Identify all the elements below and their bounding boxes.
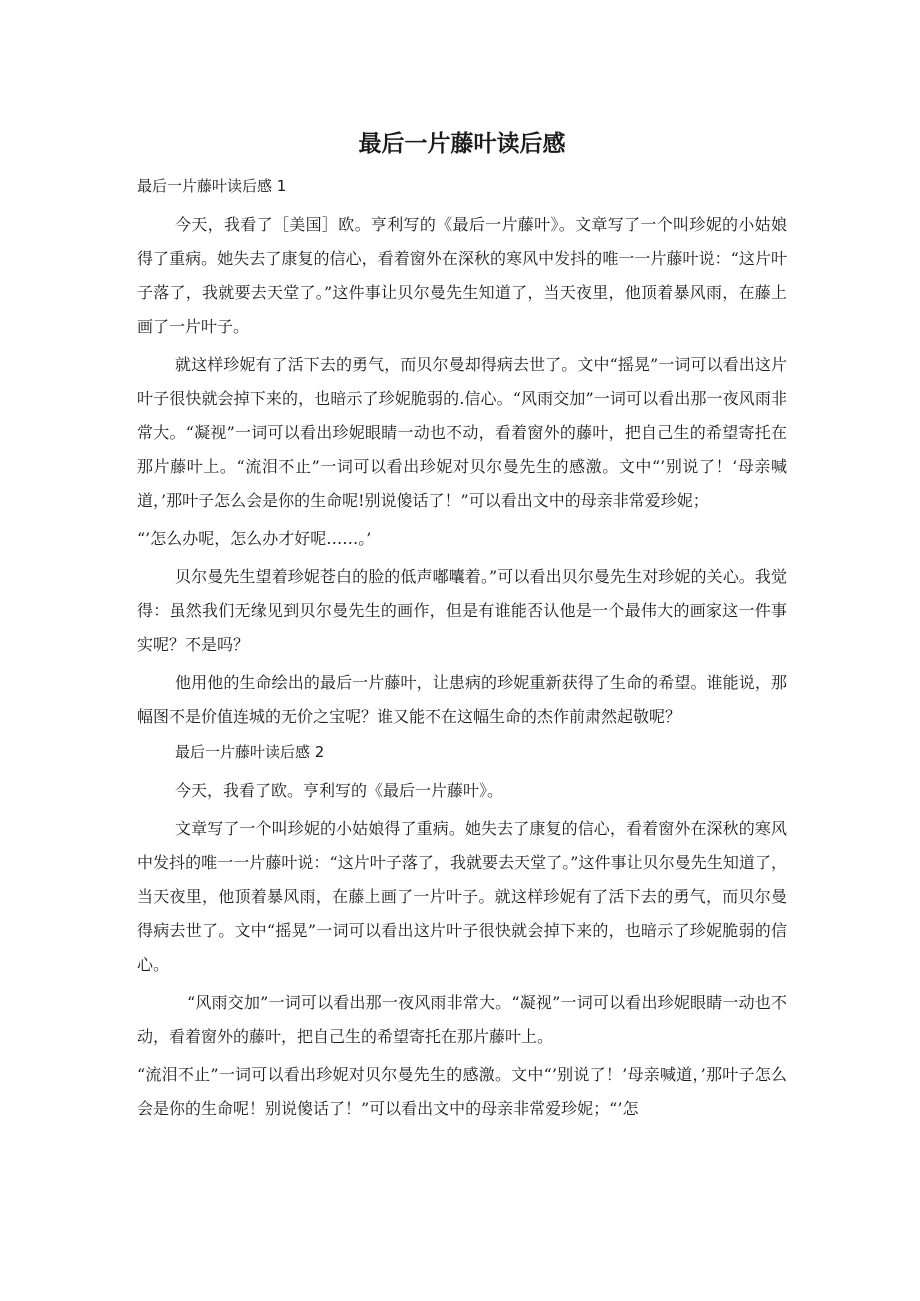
section-2-paragraph-3: “风雨交加”一词可以看出那一夜风雨非常大。“凝视”一词可以看出珍妮眼睛一动也不动，看着窗外的藤叶，把自己生的希望寄托在那片藤叶上。 (137, 993, 787, 1046)
section-1-paragraph-3: “’怎么办呢，怎么办才好呢……。’ (137, 529, 372, 548)
section-2-paragraph-1: 今天，我看了欧。亨利写的《最后一片藤叶》。 (175, 781, 504, 800)
section-2-paragraph-2: 文章写了一个叫珍妮的小姑娘得了重病。她失去了康复的信心，看着窗外在深秋的寒风中发抖的唯一一片藤叶说：“这片叶子落了，我就要去天堂了。”这件事让贝尔曼先生知道了，当天夜里，他顶着暴风雨，在藤上画了一片叶子。就这样珍妮有了活下去的勇气，而贝尔曼得病去世了。文中“摇晃”一词可以看出这片叶子很快就会掉下来的，也暗示了珍妮脆弱的信心。 (137, 819, 787, 974)
document-title: 最后一片藤叶读后感 (358, 131, 566, 157)
section-2-heading: 最后一片藤叶读后感 2 (175, 743, 325, 761)
section-1-paragraph-2: 就这样珍妮有了活下去的勇气，而贝尔曼却得病去世了。文中“摇晃”一词可以看出这片叶子很快就会掉下来的，也暗示了珍妮脆弱的.信心。“风雨交加”一词可以看出那一夜风雨非常大。“凝视”一词可以看出珍妮眼睛一动也不动，看着窗外的藤叶，把自己生的希望寄托在那片藤叶上。“流泪不止”一词可以看出珍妮对贝尔曼先生的感激。文中“’别说了！‘母亲喊道，’那叶子怎么会是你的生命呢!别说傻话了！”可以看出文中的母亲非常爱珍妮； (137, 355, 787, 510)
section-1-paragraph-4: 贝尔曼先生望着珍妮苍白的脸的低声嘟囔着。”可以看出贝尔曼先生对珍妮的关心。我觉得：虽然我们无缘见到贝尔曼先生的画作，但是有谁能否认他是一个最伟大的画家这一件事实呢？不是吗？ (137, 567, 787, 654)
document-page (137, 126, 787, 1130)
section-1-paragraph-5: 他用他的生命绘出的最后一片藤叶，让患病的珍妮重新获得了生命的希望。谁能说，那幅图不是价值连城的无价之宝呢？谁又能不在这幅生命的杰作前肃然起敬呢？ (137, 673, 787, 726)
section-1-heading: 最后一片藤叶读后感 1 (137, 177, 287, 195)
section-1-paragraph-1: 今天，我看了［美国］欧。亨利写的《最后一片藤叶》。文章写了一个叫珍妮的小姑娘得了重病。她失去了康复的信心，看着窗外在深秋的寒风中发抖的唯一一片藤叶说：“这片叶子落了，我就要去天堂了。”这件事让贝尔曼先生知道了，当天夜里，他顶着暴风雨，在藤上画了一片叶子。 (137, 215, 787, 336)
section-2-paragraph-4: “流泪不止”一词可以看出珍妮对贝尔曼先生的感激。文中“’别说了！’母亲喊道，’那叶子怎么会是你的生命呢！别说傻话了！”可以看出文中的母亲非常爱珍妮；“’怎 (137, 1065, 787, 1118)
